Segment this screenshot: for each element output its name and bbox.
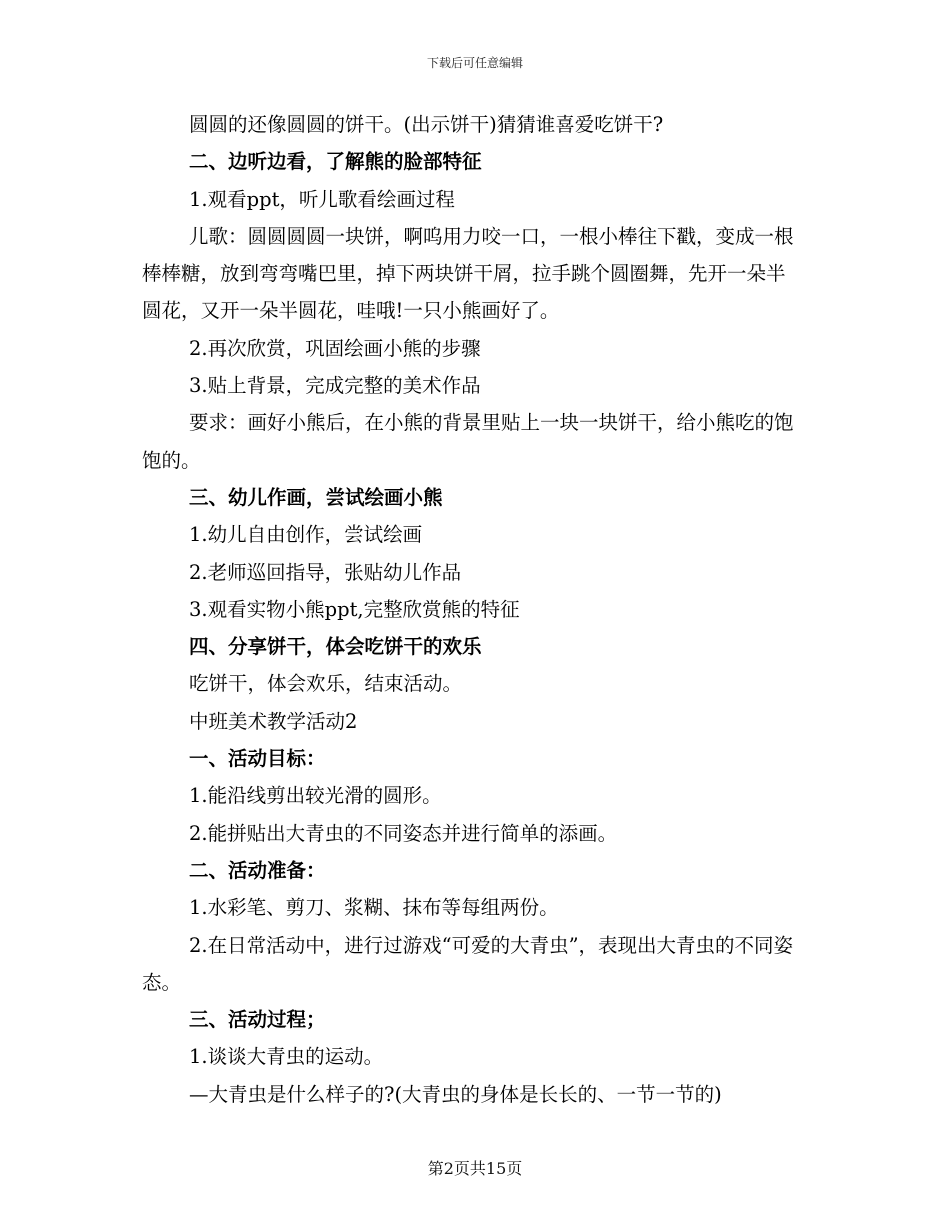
page-header: 下载后可任意编辑: [426, 56, 523, 70]
paragraph: 2.能拼贴出大青虫的不同姿态并进行简单的添画。: [189, 821, 618, 845]
paragraph: 3.贴上背景，完成完整的美术作品: [189, 374, 481, 398]
paragraph: 1.谈谈大青虫的运动。: [189, 1045, 384, 1069]
paragraph: 2.老师巡回指导，张贴幼儿作品: [189, 560, 462, 584]
paragraph: 圆圆的还像圆圆的饼干。(出示饼干)猜猜谁喜爱吃饼干?: [189, 113, 664, 136]
document-body: [142, 106, 802, 1113]
section-heading: 二、边听边看，了解熊的脸部特征: [189, 150, 482, 174]
section-heading: 二、活动准备：: [189, 858, 326, 882]
section-heading: 一、活动目标：: [189, 747, 326, 771]
paragraph: 3.观看实物小熊ppt,完整欣赏熊的特征: [189, 597, 520, 621]
paragraph: —大青虫是什么样子的?(大青虫的身体是长长的、一节一节的): [189, 1082, 722, 1106]
paragraph: 2.在日常活动中，进行过游戏“可爱的大青虫”，表现出大青虫的不同姿态。: [142, 933, 794, 994]
section-heading: 四、分享饼干，体会吃饼干的欢乐: [189, 635, 482, 659]
paragraph: 吃饼干，体会欢乐，结束活动。: [189, 672, 463, 696]
activity-title: 中班美术教学活动2: [189, 709, 358, 733]
paragraph: 儿歌：圆圆圆圆一块饼，啊呜用力咬一口，一根小棒往下戳，变成一根棒棒糖，放到弯弯嘴巴里，掉下两块饼干屑，拉手跳个圆圈舞，先开一朵半圆花，又开一朵半圆花，哇哦!一只小熊画好了。: [142, 224, 794, 323]
paragraph: 1.水彩笔、剪刀、浆糊、抹布等每组两份。: [189, 896, 559, 920]
section-heading: 三、活动过程；: [189, 1008, 326, 1032]
section-heading: 三、幼儿作画，尝试绘画小熊: [189, 485, 443, 509]
paragraph: 1.观看ppt，听儿歌看绘画过程: [189, 187, 455, 211]
page-footer: 第2页共15页: [427, 1159, 523, 1178]
paragraph: 2.再次欣赏，巩固绘画小熊的步骤: [189, 336, 481, 360]
paragraph: 1.幼儿自由创作，尝试绘画: [189, 523, 423, 547]
paragraph: 1.能沿线剪出较光滑的圆形。: [189, 784, 442, 808]
paragraph: 要求：画好小熊后，在小熊的背景里贴上一块一块饼干，给小熊吃的饱饱的。: [142, 411, 794, 472]
